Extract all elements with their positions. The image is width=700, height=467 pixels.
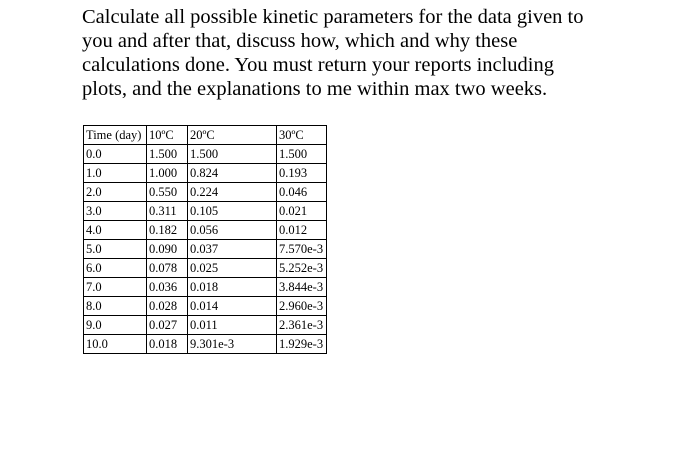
cell-10c: 0.078 <box>147 259 188 278</box>
column-header-20c: 20ºC <box>188 126 277 145</box>
cell-30c: 2.361e-3 <box>277 316 327 335</box>
cell-time: 8.0 <box>84 297 147 316</box>
cell-10c: 0.018 <box>147 335 188 354</box>
cell-30c: 1.929e-3 <box>277 335 327 354</box>
table-row <box>84 145 327 164</box>
cell-10c: 0.028 <box>147 297 188 316</box>
column-header-time: Time (day) <box>84 126 147 145</box>
cell-30c: 0.046 <box>277 183 327 202</box>
cell-30c: 3.844e-3 <box>277 278 327 297</box>
cell-20c: 9.301e-3 <box>188 335 277 354</box>
cell-20c: 0.105 <box>188 202 277 221</box>
table-row <box>84 316 327 335</box>
cell-20c: 1.500 <box>188 145 277 164</box>
instructions-line: calculations done. You must return your reports including <box>82 54 555 76</box>
cell-time: 4.0 <box>84 221 147 240</box>
cell-20c: 0.056 <box>188 221 277 240</box>
cell-20c: 0.014 <box>188 297 277 316</box>
table-header-row <box>84 126 327 145</box>
cell-30c: 1.500 <box>277 145 327 164</box>
cell-time: 6.0 <box>84 259 147 278</box>
cell-10c: 0.090 <box>147 240 188 259</box>
cell-20c: 0.037 <box>188 240 277 259</box>
kinetic-data-table <box>83 125 327 354</box>
cell-30c: 0.021 <box>277 202 327 221</box>
table-row <box>84 297 327 316</box>
cell-10c: 1.500 <box>147 145 188 164</box>
cell-30c: 0.193 <box>277 164 327 183</box>
cell-time: 0.0 <box>84 145 147 164</box>
cell-20c: 0.224 <box>188 183 277 202</box>
cell-time: 9.0 <box>84 316 147 335</box>
cell-time: 5.0 <box>84 240 147 259</box>
cell-30c: 2.960e-3 <box>277 297 327 316</box>
cell-20c: 0.011 <box>188 316 277 335</box>
cell-time: 1.0 <box>84 164 147 183</box>
cell-10c: 0.027 <box>147 316 188 335</box>
cell-20c: 0.018 <box>188 278 277 297</box>
instructions-line: Calculate all possible kinetic parameters for the data given to <box>82 6 584 28</box>
cell-20c: 0.824 <box>188 164 277 183</box>
cell-time: 3.0 <box>84 202 147 221</box>
table-row <box>84 240 327 259</box>
table-row <box>84 278 327 297</box>
cell-30c: 5.252e-3 <box>277 259 327 278</box>
cell-10c: 0.311 <box>147 202 188 221</box>
table-body <box>84 126 327 354</box>
cell-20c: 0.025 <box>188 259 277 278</box>
cell-time: 7.0 <box>84 278 147 297</box>
cell-30c: 7.570e-3 <box>277 240 327 259</box>
cell-time: 2.0 <box>84 183 147 202</box>
cell-30c: 0.012 <box>277 221 327 240</box>
cell-time: 10.0 <box>84 335 147 354</box>
cell-10c: 1.000 <box>147 164 188 183</box>
table-row <box>84 259 327 278</box>
table-row <box>84 202 327 221</box>
cell-10c: 0.550 <box>147 183 188 202</box>
table-row <box>84 183 327 202</box>
instructions-text <box>82 5 642 101</box>
cell-10c: 0.182 <box>147 221 188 240</box>
table-row <box>84 221 327 240</box>
column-header-10c: 10ºC <box>147 126 188 145</box>
table-row <box>84 164 327 183</box>
instructions-line: you and after that, discuss how, which and why these <box>82 30 518 52</box>
column-header-30c: 30ºC <box>277 126 327 145</box>
cell-10c: 0.036 <box>147 278 188 297</box>
instructions-line: plots, and the explanations to me within max two weeks. <box>82 78 548 100</box>
table-row <box>84 335 327 354</box>
